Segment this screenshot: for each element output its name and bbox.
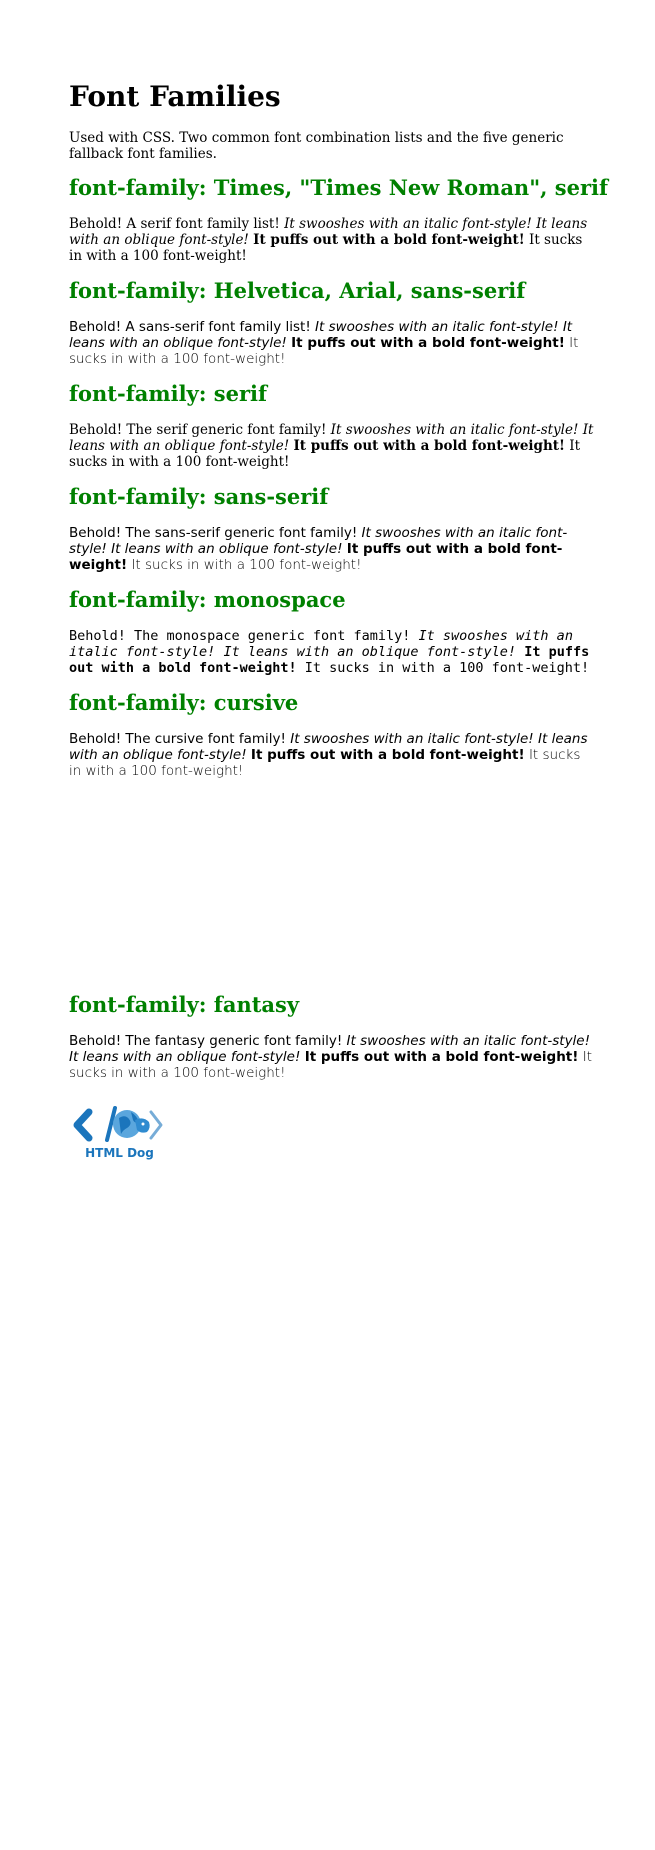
sample-lead: Behold! The cursive font family! (69, 731, 286, 747)
sample-oblique: It leans with an oblique font-style! (69, 731, 588, 763)
sample-oblique: It leans with an oblique font-style! (69, 1049, 301, 1065)
sample-oblique: It leans with an oblique font-style! (69, 216, 588, 248)
html-dog-logo[interactable] (69, 1094, 170, 1170)
sample-bold: It puffs out with a bold font-weight! (69, 541, 563, 573)
sample-oblique: It leans with an oblique font-style! (111, 541, 343, 557)
section-heading-monospace: font-family: monospace (69, 587, 346, 612)
section-heading-cursive: font-family: cursive (69, 690, 299, 715)
sample-italic: It swooshes with an italic font-style! (330, 422, 579, 438)
sample-oblique: It leans with an oblique font-style! (69, 319, 573, 351)
sample-sans-serif (69, 525, 594, 573)
sample-bold: It puffs out with a bold font-weight! (253, 232, 525, 248)
section-heading-helvetica: font-family: Helvetica, Arial, sans-serif (69, 278, 526, 303)
page-title: Font Families (69, 80, 281, 113)
sample-bold: It puffs out with a bold font-weight! (304, 1049, 579, 1065)
sample-italic: It swooshes with an italic font-style! (69, 525, 568, 557)
sample-thin: It sucks in with a 100 font-weight! (69, 747, 581, 779)
sample-times (69, 216, 594, 264)
sample-italic: It swooshes with an italic font-style! (315, 319, 559, 335)
intro-text: Used with CSS. Two common font combination lists and the five generic fallback font families. (69, 130, 564, 162)
html-dog-logo-icon (77, 1108, 161, 1140)
sample-italic: It swooshes with an italic font-style! (346, 1033, 591, 1049)
sample-lead: Behold! A serif font family list! (69, 216, 280, 232)
section-heading-serif: font-family: serif (69, 381, 268, 406)
sample-lead: Behold! The fantasy generic font family! (69, 1033, 343, 1049)
section-heading-sans-serif: font-family: sans-serif (69, 484, 329, 509)
sample-thin: It sucks in with a 100 font-weight! (131, 557, 362, 573)
section-heading-fantasy: font-family: fantasy (69, 992, 300, 1017)
sample-bold: It puffs out with a bold font-weight! (69, 644, 590, 676)
sample-thin: It sucks in with a 100 font-weight! (69, 438, 581, 470)
sample-serif (69, 422, 594, 470)
sample-helvetica (69, 319, 594, 367)
sample-bold: It puffs out with a bold font-weight! (250, 747, 525, 763)
sample-thin: It sucks in with a 100 font-weight! (304, 660, 590, 676)
sample-bold: It puffs out with a bold font-weight! (293, 438, 565, 454)
sample-italic: It swooshes with an italic font-style! (290, 731, 534, 747)
section-heading-times: font-family: Times, "Times New Roman", serif (69, 175, 609, 200)
sample-lead: Behold! The serif generic font family! (69, 422, 327, 438)
logo-text: HTML Dog (85, 1146, 154, 1160)
sample-thin: It sucks in with a 100 font-weight! (69, 335, 579, 367)
sample-lead: Behold! The monospace generic font family! (69, 628, 411, 644)
sample-italic: It swooshes with an italic font-style! (69, 628, 573, 660)
sample-lead: Behold! The sans-serif generic font family! (69, 525, 358, 541)
sample-lead: Behold! A sans-serif font family list! (69, 319, 311, 335)
sample-thin: It sucks in with a 100 font-weight! (69, 232, 583, 264)
sample-thin: It sucks in with a 100 font-weight! (69, 1049, 592, 1081)
sample-cursive (69, 731, 594, 779)
sample-bold: It puffs out with a bold font-weight! (291, 335, 565, 351)
sample-monospace (69, 628, 594, 676)
sample-fantasy (69, 1033, 594, 1081)
sample-oblique: It leans with an oblique font-style! (69, 422, 594, 454)
sample-italic: It swooshes with an italic font-style! (284, 216, 532, 232)
sample-oblique: It leans with an oblique font-style! (223, 644, 517, 660)
